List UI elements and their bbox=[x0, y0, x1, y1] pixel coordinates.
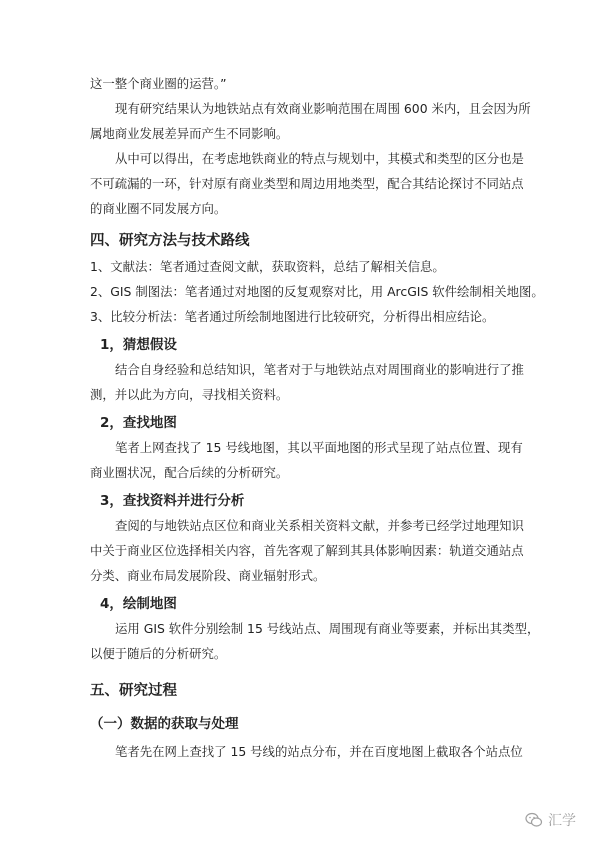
paragraph-line: 分类、商业布局发展阶段、商业辐射形式。 bbox=[90, 568, 326, 583]
wechat-icon bbox=[525, 812, 543, 828]
paragraph-line: 不可疏漏的一环，针对原有商业类型和周边用地类型，配合其结论探讨不同站点 bbox=[90, 176, 524, 191]
step-heading: 4，绘制地图 bbox=[100, 596, 177, 612]
paragraph-line: 以便于随后的分析研究。 bbox=[90, 646, 227, 661]
paragraph-line: 测，并以此为方向，寻找相关资料。 bbox=[90, 387, 289, 402]
paragraph-line: 属地商业发展差异而产生不同影响。 bbox=[90, 126, 289, 141]
step-heading: 2，查找地图 bbox=[100, 415, 177, 431]
method-item: 1、文献法：笔者通过查阅文献，获取资料，总结了解相关信息。 bbox=[90, 259, 445, 274]
method-item: 3、比较分析法：笔者通过所绘制地图进行比较研究，分析得出相应结论。 bbox=[90, 309, 495, 324]
section-heading: 四、研究方法与技术路线 bbox=[90, 233, 250, 249]
step-heading: 1，猜想假设 bbox=[100, 337, 177, 353]
subsection-heading: （一）数据的获取与处理 bbox=[90, 716, 239, 732]
paragraph-line: 的商业圈不同发展方向。 bbox=[90, 201, 227, 216]
watermark bbox=[525, 810, 576, 830]
paragraph-line: 现有研究结果认为地铁站点有效商业影响范围在周围 600 米内，且会因为所 bbox=[115, 101, 531, 116]
paragraph-line: 从中可以得出，在考虑地铁商业的特点与规划中，其模式和类型的区分也是 bbox=[115, 151, 524, 166]
section-heading: 五、研究过程 bbox=[90, 683, 177, 699]
paragraph-line: 运用 GIS 软件分别绘制 15 号线站点、周围现有商业等要素，并标出其类型， bbox=[115, 621, 540, 636]
paragraph-line: 结合自身经验和总结知识，笔者对于与地铁站点对周围商业的影响进行了推 bbox=[115, 362, 524, 377]
paragraph-line: 这一整个商业圈的运营。” bbox=[90, 76, 227, 91]
watermark-text: 汇学 bbox=[548, 813, 576, 829]
paragraph-line: 笔者上网查找了 15 号线地图，其以平面地图的形式呈现了站点位置、现有 bbox=[115, 440, 523, 455]
paragraph-line: 商业圈状况，配合后续的分析研究。 bbox=[90, 465, 289, 480]
paragraph-line: 笔者先在网上查找了 15 号线的站点分布，并在百度地图上截取各个站点位 bbox=[115, 744, 523, 759]
method-item: 2、GIS 制图法：笔者通过对地图的反复观察对比，用 ArcGIS 软件绘制相关地图。 bbox=[90, 284, 544, 299]
paragraph-line: 查阅的与地铁站点区位和商业关系相关资料文献，并参考已经学过地理知识 bbox=[115, 518, 524, 533]
step-heading: 3，查找资料并进行分析 bbox=[100, 493, 245, 509]
paragraph-line: 中关于商业区位选择相关内容，首先客观了解到其具体影响因素：轨道交通站点 bbox=[90, 543, 524, 558]
